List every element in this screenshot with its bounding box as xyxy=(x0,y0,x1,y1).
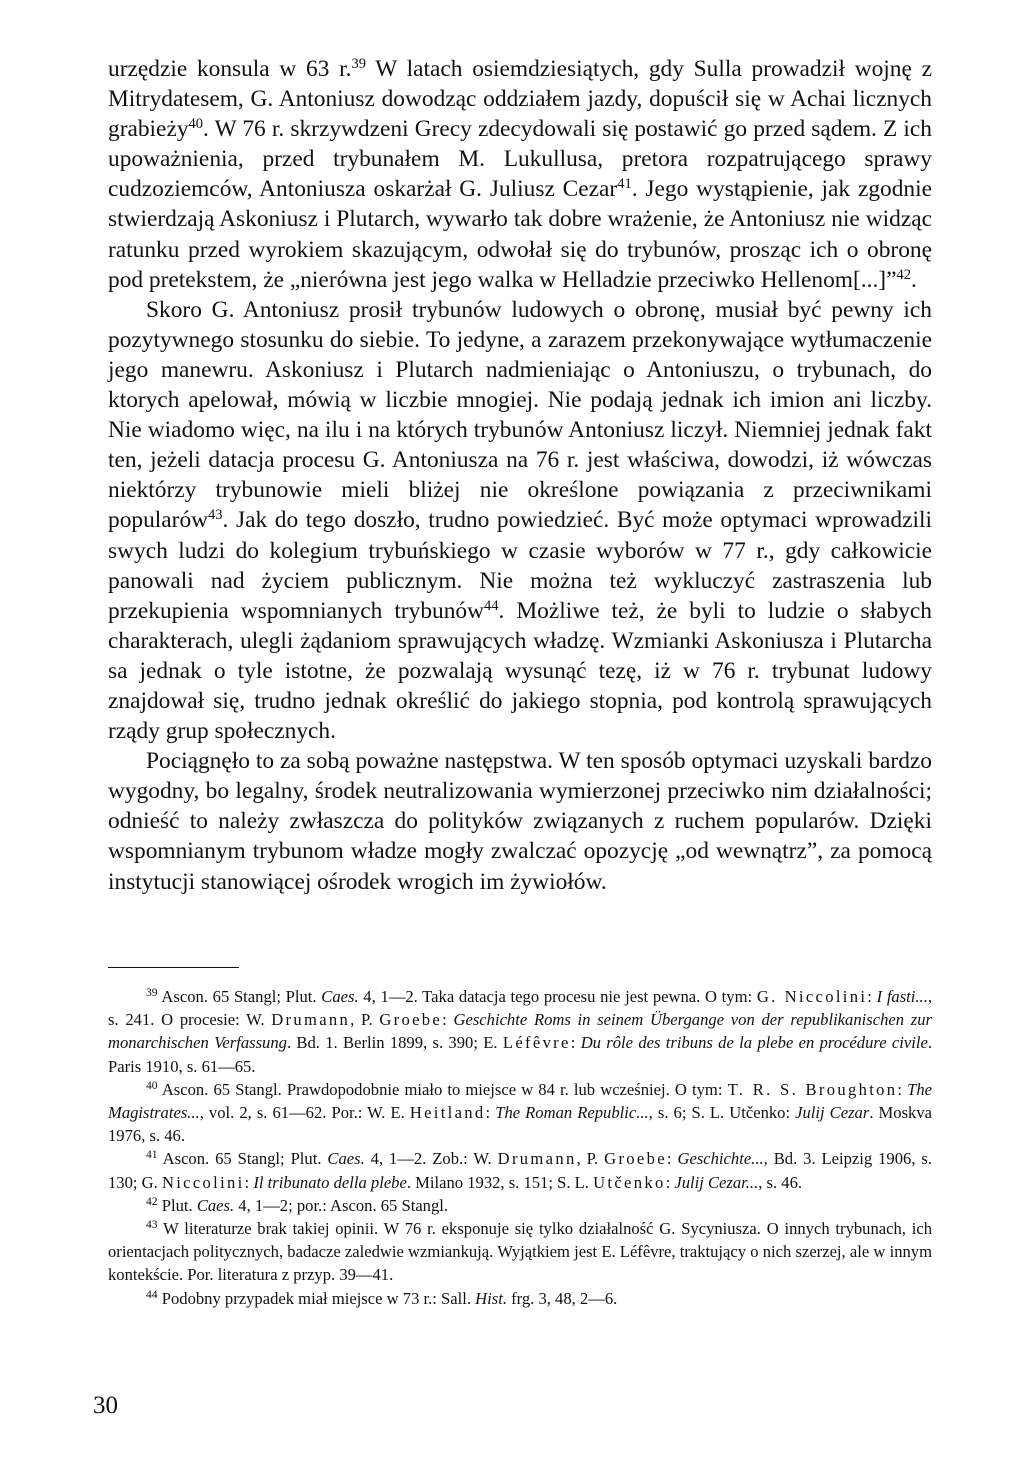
footnote-author: T. R. S. Broughton xyxy=(727,1079,898,1099)
text-run: . W 76 r. skrzywdzeni Grecy zdecydowali się postawić go przed sądem. Z ich upoważnienia, przed trybunałem M. Lukullusa, pretora rozpatrującego sprawy cudzoziemców, Antoniusza oskarżał G. Juliusz Cezar xyxy=(108,116,932,203)
footnote-author: Drumann xyxy=(497,1149,577,1169)
footnote-author: Utčenko xyxy=(593,1172,666,1192)
footnote-text: , s. 46. xyxy=(758,1172,803,1192)
paragraph-1 xyxy=(108,54,932,295)
footnote-reference: 42 xyxy=(896,266,911,283)
footnote-text: 4, 1—2. Zob.: W. xyxy=(364,1149,498,1169)
footnote-title: Hist. xyxy=(475,1288,507,1308)
footnote-author: G. Niccolini xyxy=(756,987,868,1006)
footnote-author: Drumann xyxy=(271,1010,351,1030)
footnote-author: Groebe xyxy=(379,1010,443,1030)
footnote-text: : xyxy=(665,1172,675,1192)
footnote-text: 4, 1—2. Taka datacja tego procesu nie jest pewna. O tym: xyxy=(358,987,757,1006)
footnote-title: Caes. xyxy=(327,1149,365,1169)
footnote-41 xyxy=(108,1147,932,1193)
footnote-reference: 40 xyxy=(188,116,204,133)
footnote-number: 44 xyxy=(146,1287,158,1301)
footnote-text: Ascon. 65 Stangl. Prawdopodobnie miało to miejsce w 84 r. lub wcześniej. O tym: xyxy=(161,1079,728,1099)
footnote-text: , P. xyxy=(350,1010,380,1030)
footnote-text: . Moskva 1976, s. 46. xyxy=(108,1103,932,1146)
footnote-text: Ascon. 65 Stangl; Plut. xyxy=(162,1149,328,1169)
footnote-text: , Bd. 3. Leipzig 1906, s. 130; G. xyxy=(108,1149,933,1192)
main-text xyxy=(108,54,932,897)
footnote-number: 42 xyxy=(146,1195,158,1209)
footnote-reference: 43 xyxy=(208,507,223,524)
footnote-text: . Paris 1910, s. 61—65. xyxy=(108,1033,933,1076)
footnote-reference: 44 xyxy=(484,597,499,614)
footnote-text: : xyxy=(442,1010,454,1030)
footnote-text: : xyxy=(867,987,877,1006)
footnote-44 xyxy=(108,1287,932,1310)
footnote-text: Podobny przypadek miał miejsce w 73 r.: Sall. xyxy=(161,1288,476,1308)
footnote-text: frg. 3, 48, 2—6. xyxy=(506,1288,618,1308)
footnote-text: : xyxy=(570,1033,581,1053)
footnote-text: : xyxy=(244,1172,254,1192)
footnote-title: Caes. xyxy=(196,1195,235,1215)
footnotes xyxy=(108,985,932,1310)
footnote-title: Du rôle des tribuns de la plebe en procédure civile xyxy=(580,1033,928,1053)
footnote-43 xyxy=(108,1217,932,1287)
footnote-title: Geschichte... xyxy=(677,1149,764,1169)
footnote-author: Heitland xyxy=(409,1103,486,1123)
footnote-title: Julij Cezar xyxy=(795,1103,870,1123)
text-run: Pociągnęło to za sobą poważne następstwa. W ten sposób optymaci uzyskali bardzo wygodny, bo legalny, środek neutralizowania wymierzonej przeciwko nim działalności; odnieść to należy zwłaszcza do polityków związanych z ruchem popularów. Dzięki wspomnianym trybunom władze mogły zwalczać opozycję „od wewnątrz”, za pomocą instytucji stanowiącej ośrodek wrogich im żywiołów. xyxy=(108,748,932,895)
footnote-author: Léfêvre xyxy=(502,1033,571,1053)
footnote-text: , P. xyxy=(576,1149,605,1169)
footnote-number: 40 xyxy=(146,1079,158,1093)
footnote-text: : xyxy=(666,1149,678,1169)
footnote-text: : xyxy=(485,1103,496,1123)
footnote-text: . Bd. 1. Berlin 1899, s. 390; E. xyxy=(286,1033,503,1053)
text-run: . Jak do tego doszło, trudno powiedzieć. Być może optymaci wprowadzili swych ludzi do kolegium trybuńskiego w czasie wyborów w 77 r., gdy całkowicie panowali nad życiem publicznym. Nie można też wykluczyć zastraszenia lub przekupienia wspomnianych trybunów xyxy=(108,507,932,624)
paragraph-2 xyxy=(108,295,932,746)
footnote-number: 43 xyxy=(146,1218,158,1232)
text-run: . Jego wystąpienie, jak zgodnie stwierdzają Askoniusz i Plutarch, wywarło tak dobre wrażenie, że Antoniusz nie widząc ratunku przed wyrokiem skazującym, odwołał się do trybunów, prosząc ich o obronę pod pretekstem, że „nierówna jest jego walka w Helladzie przeciwko Hellenom[...]” xyxy=(108,176,933,293)
footnote-reference: 39 xyxy=(351,56,366,73)
text-run: urzędzie konsula w 63 r. xyxy=(108,56,352,82)
paragraph-3 xyxy=(108,746,932,896)
footnote-text: , s. 6; S. L. Utčenko: xyxy=(648,1103,796,1123)
footnote-reference: 41 xyxy=(617,176,632,193)
footnote-separator xyxy=(108,967,239,968)
footnote-title: Julij Cezar... xyxy=(674,1172,759,1192)
text-run: W latach osiemdziesiątych, gdy Sulla prowadził wojnę z Mitrydatesem, G. Antoniusz dowodząc oddziałem jazdy, dopuścił się w Achai licznych grabieży xyxy=(108,56,932,143)
footnote-number: 41 xyxy=(146,1148,158,1162)
footnote-text: , s. 241. O procesie: W. xyxy=(108,987,933,1030)
footnote-text: 4, 1—2; por.: Ascon. 65 Stangl. xyxy=(234,1195,449,1215)
footnote-number: 39 xyxy=(146,986,158,1000)
footnote-39 xyxy=(108,985,932,1078)
page-number: 30 xyxy=(93,1392,118,1419)
footnote-title: The Magistrates... xyxy=(108,1079,933,1123)
footnote-author: Groebe xyxy=(604,1149,667,1169)
footnote-text: Plut. xyxy=(161,1195,197,1215)
footnote-title: Caes. xyxy=(321,987,359,1006)
footnote-text: . Milano 1932, s. 151; S. L. xyxy=(406,1172,594,1192)
footnote-author: Niccolini xyxy=(161,1172,245,1192)
footnote-title: Il tribunato della plebe xyxy=(253,1172,407,1192)
footnote-42 xyxy=(108,1194,932,1217)
text-run: . xyxy=(910,266,917,293)
footnote-40 xyxy=(108,1078,932,1148)
footnote-title: I fasti... xyxy=(876,987,928,1006)
text-run: . Możliwe też, że byli to ludzie o słabych charakterach, ulegli żądaniom sprawujących władzę. Wzmianki Askoniusza i Plutarcha sa jednak o tyle istotne, że pozwalają wysunąć tezę, iż w 76 r. trybunat ludowy znajdował się, trudno jednak określić do jakiego stopnia, pod kontrolą sprawujących rządy grup społecznych. xyxy=(108,597,933,745)
footnote-title: The Roman Republic... xyxy=(495,1103,649,1123)
footnote-text: : xyxy=(897,1079,908,1099)
footnote-text: Ascon. 65 Stangl; Plut. xyxy=(161,987,322,1006)
text-run: Skoro G. Antoniusz prosił trybunów ludowych o obronę, musiał być pewny ich pozytywnego stosunku do siebie. To jedyne, a zarazem przekonywające wytłumaczenie jego manewru. Askoniusz i Plutarch nadmieniając o Antoniuszu, o trybunach, do ktorych apelował, mówią w liczbie mnogiej. Nie podają jednak ich imion ani liczby. Nie wiadomo więc, na ilu i na których trybunów Antoniusz liczył. Niemniej jednak fakt ten, jeżeli datacja procesu G. Antoniusza na 76 r. jest właściwa, dowodzi, iż wówczas niektórzy trybunowie mieli bliżej nie określone powiązania z przeciwnikami popularów xyxy=(108,296,932,534)
footnote-text: , vol. 2, s. 61—62. Por.: W. E. xyxy=(199,1103,410,1123)
footnote-text: W literaturze brak takiej opinii. W 76 r. eksponuje się tylko działalność G. Sycyniusza. O innych trybunach, ich orientacjach politycznych, badacze zaledwie wzmiankują. Wyjątkiem jest E. Léfêvre, traktujący o nich szerzej, ale w innym kontekście. Por. literatura z przyp. 39—41. xyxy=(108,1219,932,1285)
footnote-title: Geschichte Roms in seinem Übergange von der republikanischen zur monarchischen Verfassung xyxy=(108,1010,932,1053)
